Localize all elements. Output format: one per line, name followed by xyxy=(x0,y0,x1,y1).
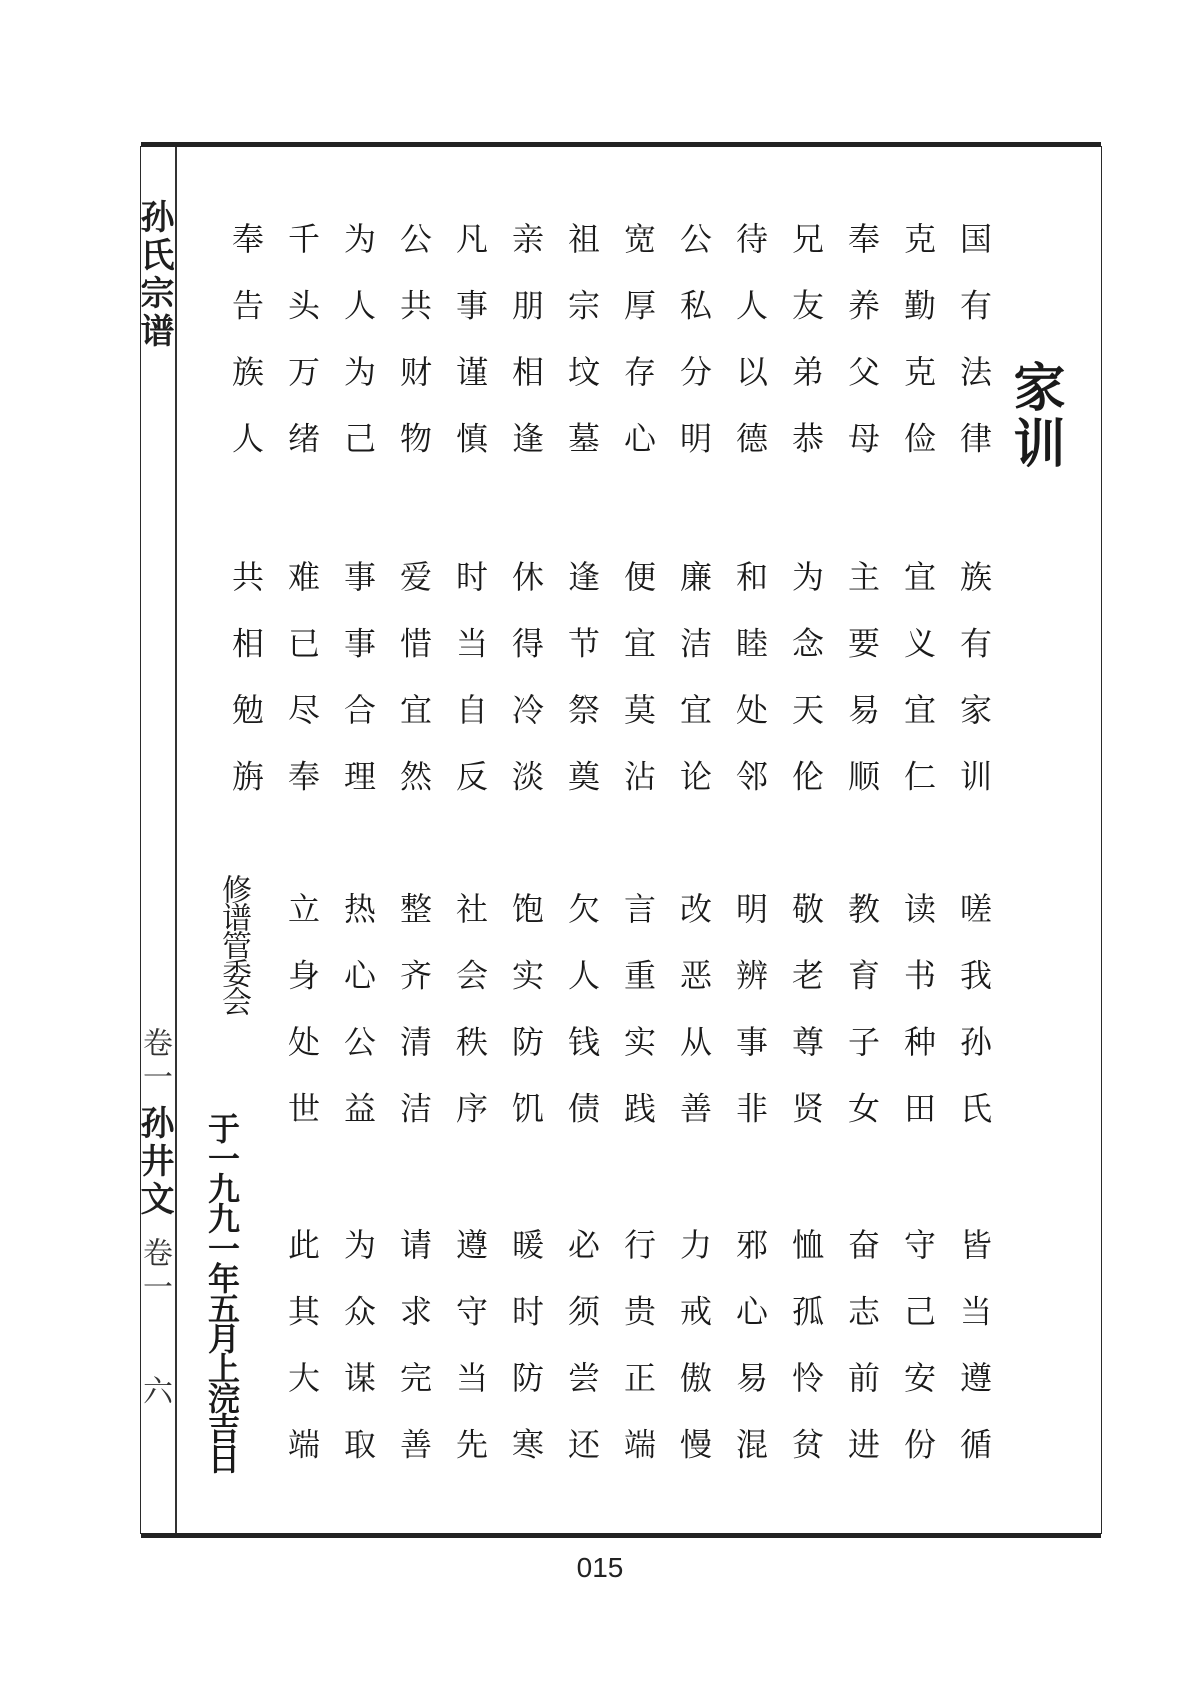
rule-line: 克勤克俭 xyxy=(899,222,937,488)
rule-line: 公私分明 xyxy=(675,222,713,488)
rule-line: 此其大端 xyxy=(283,1228,321,1494)
rule-line: 饱实防饥 xyxy=(507,892,545,1158)
rule-line: 欠人钱债 xyxy=(563,892,601,1158)
rule-line: 奉养父母 xyxy=(843,222,881,488)
rule-line: 千头万绪 xyxy=(283,222,321,488)
rule-line: 待人以德 xyxy=(731,222,769,488)
signature-committee: 修谱管委会 xyxy=(216,874,251,1014)
rule-line: 为念天伦 xyxy=(787,560,825,826)
rule-line: 教育子女 xyxy=(843,892,881,1158)
rule-line: 行贵正端 xyxy=(619,1228,657,1494)
rule-line: 国有法律 xyxy=(955,222,993,488)
spine-clan-name: 孙井文 xyxy=(134,1105,174,1219)
rule-line: 爱惜宜然 xyxy=(395,560,433,826)
rule-line: 亲朋相逢 xyxy=(507,222,545,488)
signature-date: 于一九九一年五月上浣吉日 xyxy=(203,1112,241,1472)
rule-line: 难已尽奉 xyxy=(283,560,321,826)
rule-line: 立身处世 xyxy=(283,892,321,1158)
rule-line: 奉告族人 xyxy=(227,222,265,488)
rule-line: 为人为己 xyxy=(339,222,377,488)
rule-line: 公共财物 xyxy=(395,222,433,488)
rule-line: 便宜莫沾 xyxy=(619,560,657,826)
rule-line: 嗟我孙氏 xyxy=(955,892,993,1158)
rule-line: 守己安份 xyxy=(899,1228,937,1494)
rule-line: 热心公益 xyxy=(339,892,377,1158)
rule-line: 逢节祭奠 xyxy=(563,560,601,826)
rule-line: 事事合理 xyxy=(339,560,377,826)
rule-line: 社会秩序 xyxy=(451,892,489,1158)
rule-line: 和睦处邻 xyxy=(731,560,769,826)
rule-line: 言重实践 xyxy=(619,892,657,1158)
rule-line: 奋志前进 xyxy=(843,1228,881,1494)
bottom-border-rule xyxy=(141,1533,1101,1538)
rule-line: 凡事谨慎 xyxy=(451,222,489,488)
rule-line: 时当自反 xyxy=(451,560,489,826)
page-title: 家训 xyxy=(1004,360,1065,472)
spine-leaf-number: 六 xyxy=(137,1375,172,1409)
rule-line: 明辨事非 xyxy=(731,892,769,1158)
rule-line: 皆当遵循 xyxy=(955,1228,993,1494)
rule-line: 为众谋取 xyxy=(339,1228,377,1494)
spine-volume-label: 卷一 xyxy=(137,1027,172,1095)
rule-line: 恤孤怜贫 xyxy=(787,1228,825,1494)
rule-line: 必须尝还 xyxy=(563,1228,601,1494)
rule-line: 遵守当先 xyxy=(451,1228,489,1494)
rule-line: 兄友弟恭 xyxy=(787,222,825,488)
rule-line: 祖宗坟墓 xyxy=(563,222,601,488)
rule-line: 宽厚存心 xyxy=(619,222,657,488)
spine-volume: 卷一 xyxy=(137,1237,172,1305)
rule-line: 族有家训 xyxy=(955,560,993,826)
rule-line: 廉洁宜论 xyxy=(675,560,713,826)
rule-line: 主要易顺 xyxy=(843,560,881,826)
rule-line: 宜义宜仁 xyxy=(899,560,937,826)
rule-line: 休得冷淡 xyxy=(507,560,545,826)
rule-line: 力戒傲慢 xyxy=(675,1228,713,1494)
page-number: 015 xyxy=(576,1552,624,1583)
rule-line: 暖时防寒 xyxy=(507,1228,545,1494)
rule-line: 共相勉旃 xyxy=(227,560,265,826)
rule-line: 邪心易混 xyxy=(731,1228,769,1494)
rule-line: 整齐清洁 xyxy=(395,892,433,1158)
spine-title: 孙氏宗谱 xyxy=(134,199,174,351)
rule-line: 读书种田 xyxy=(899,892,937,1158)
rule-line: 改恶从善 xyxy=(675,892,713,1158)
rule-line: 请求完善 xyxy=(395,1228,433,1494)
rule-line: 敬老尊贤 xyxy=(787,892,825,1158)
